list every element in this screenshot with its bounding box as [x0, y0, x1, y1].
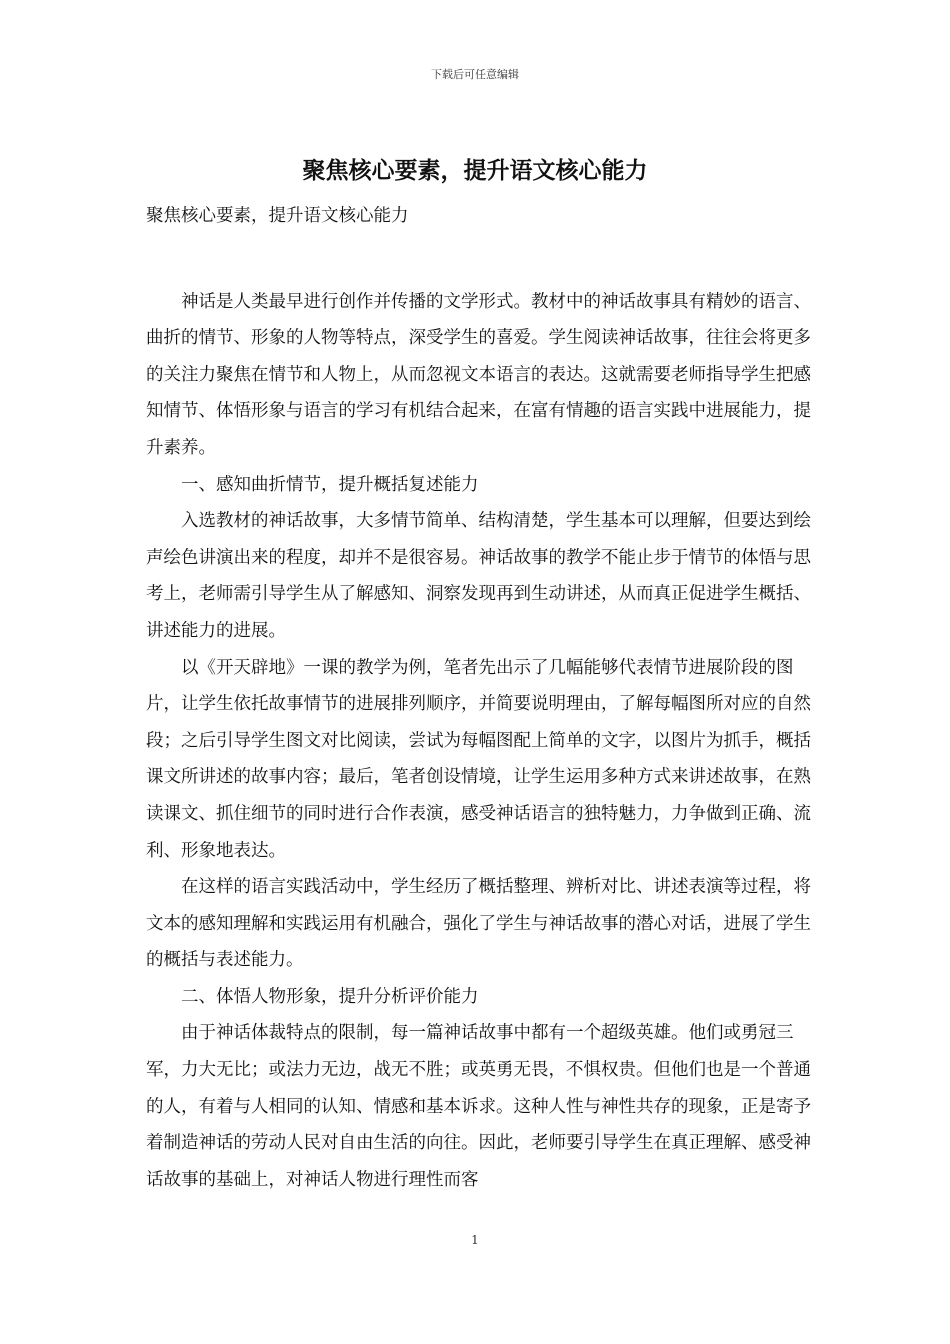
page-number: 1: [471, 1233, 479, 1247]
document-title: 聚焦核心要素，提升语文核心能力: [302, 157, 648, 184]
section-heading-2: 二、体悟人物形象，提升分析评价能力: [181, 986, 479, 1007]
document-subtitle: 聚焦核心要素，提升语文核心能力: [146, 206, 409, 226]
paragraph-section-1b: 以《开天辟地》一课的教学为例，笔者先出示了几幅能够代表情节进展阶段的图片，让学生依托故事情节的进展排列顺序，并简要说明理由，了解每幅图所对应的自然段；之后引导学生图文对比阅读，尝试为每幅图配上简单的文字，以图片为抓手，概括课文所讲述的故事内容；最后，笔者创设情境，让学生运用多种方式来讲述故事，在熟读课文、抓住细节的同时进行合作表演，感受神话语言的独特魅力，力争做到正确、流利、形象地表达。: [146, 657, 811, 861]
section-heading-1: 一、感知曲折情节，提升概括复述能力: [181, 474, 479, 495]
paragraph-section-1c: 在这样的语言实践活动中，学生经历了概括整理、辨析对比、讲述表演等过程，将文本的感知理解和实践运用有机融合，强化了学生与神话故事的潜心对话，进展了学生的概括与表述能力。: [146, 877, 811, 971]
paragraph-section-1a: 入选教材的神话故事，大多情节简单、结构清楚，学生基本可以理解，但要达到绘声绘色讲演出来的程度，却并不是很容易。神话故事的教学不能止步于情节的体悟与思考上，老师需引导学生从了解感知、洞察发现再到生动讲述，从而真正促进学生概括、讲述能力的进展。: [146, 511, 811, 641]
paragraph-intro: 神话是人类最早进行创作并传播的文学形式。教材中的神话故事具有精妙的语言、曲折的情节、形象的人物等特点，深受学生的喜爱。学生阅读神话故事，往往会将更多的关注力聚焦在情节和人物上，从而忽视文本语言的表达。这就需要老师指导学生把感知情节、体悟形象与语言的学习有机结合起来，在富有情趣的语言实践中进展能力，提升素养。: [146, 291, 811, 458]
document-body: [146, 198, 818, 1198]
header-note: 下载后可任意编辑: [431, 68, 519, 81]
paragraph-section-2a: 由于神话体裁特点的限制，每一篇神话故事中都有一个超级英雄。他们或勇冠三军，力大无比；或法力无边，战无不胜；或英勇无畏，不惧权贵。但他们也是一个普通的人，有着与人相同的认知、情感和基本诉求。这种人性与神性共存的现象，正是寄予着制造神话的劳动人民对自由生活的向往。因此，老师要引导学生在真正理解、感受神话故事的基础上，对神话人物进行理性而客: [146, 1023, 811, 1190]
